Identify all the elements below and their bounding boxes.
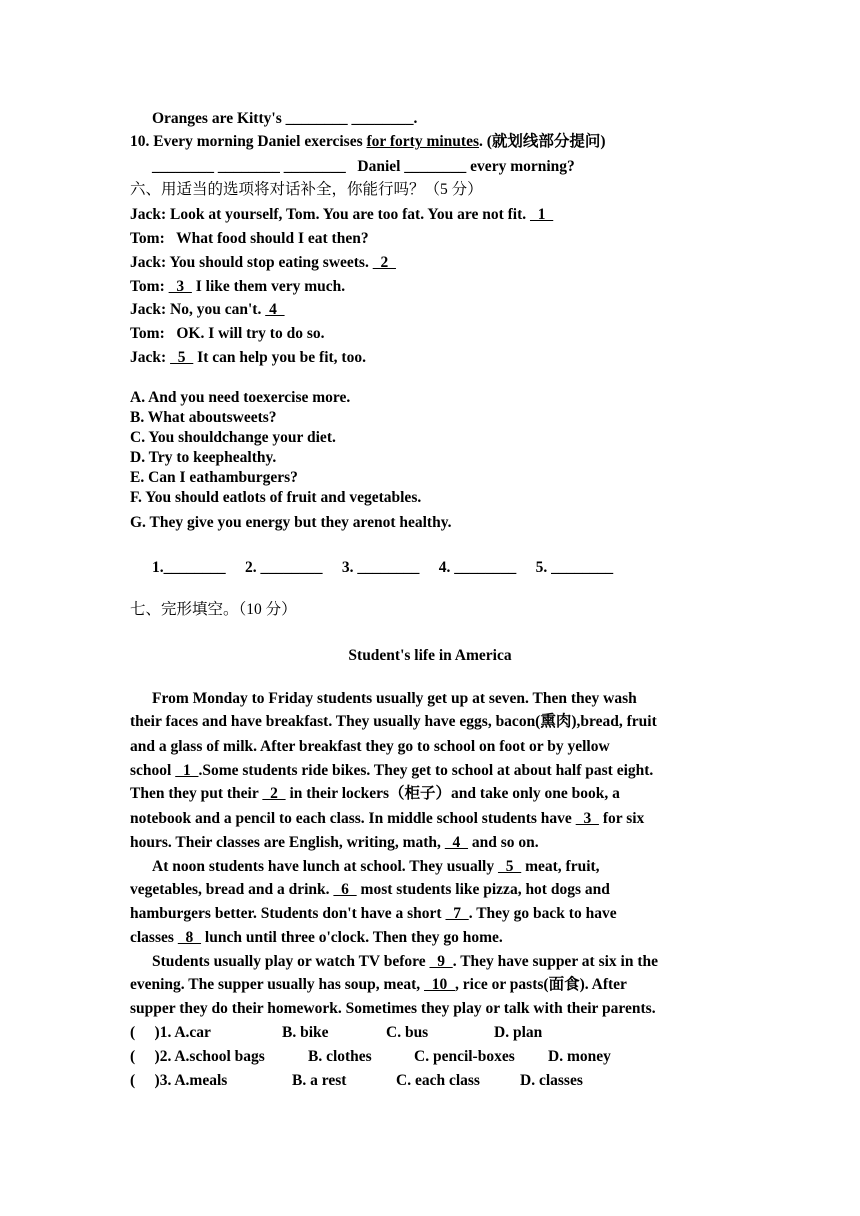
dialogue-text: Tom: OK. I will try to do so. bbox=[130, 325, 325, 342]
passage-text: lunch until three o'clock. Then they go home. bbox=[201, 929, 503, 946]
passage-text: , rice or pasts(面食). After bbox=[455, 976, 627, 993]
option-item: D. Try to keephealthy. bbox=[130, 449, 277, 466]
passage-line bbox=[152, 952, 658, 972]
passage-line bbox=[130, 784, 620, 804]
cloze-blank: 9 bbox=[429, 953, 453, 970]
option-item: C. You shouldchange your diet. bbox=[130, 429, 336, 446]
cloze-blank: 7 bbox=[445, 905, 469, 922]
dialogue-blank: 3 bbox=[168, 278, 192, 295]
cloze-blank: 5 bbox=[497, 858, 522, 875]
question-option: D. plan bbox=[494, 1024, 543, 1041]
dialogue-text-after: I like them very much. bbox=[191, 278, 346, 295]
passage-text: meat, fruit, bbox=[521, 858, 600, 875]
passage-text: their faces and have breakfast. They usually have eggs, bacon(熏肉),bread, fruit bbox=[130, 713, 657, 730]
question-option: D. classes bbox=[520, 1072, 583, 1089]
passage-text: . They have supper at six in the bbox=[452, 953, 659, 970]
cloze-blank: 6 bbox=[333, 881, 357, 898]
dialogue-line bbox=[130, 229, 369, 249]
option-item: F. You should eatlots of fruit and vegetables. bbox=[130, 489, 422, 506]
dialogue-line bbox=[130, 300, 285, 320]
dialogue-text: Tom: bbox=[130, 278, 169, 295]
passage-text: From Monday to Friday students usually get up at seven. Then they wash bbox=[152, 690, 637, 707]
question-option: C. each class bbox=[396, 1072, 480, 1089]
passage-text: vegetables, bread and a drink. bbox=[130, 881, 334, 898]
passage-line bbox=[130, 833, 539, 853]
question-option: B. bike bbox=[282, 1024, 329, 1041]
passage-text: and so on. bbox=[468, 834, 539, 851]
passage-text: most students like pizza, hot dogs and bbox=[356, 881, 610, 898]
dialogue-blank: 5 bbox=[170, 349, 194, 366]
passage-text: supper they do their homework. Sometimes they play or talk with their parents. bbox=[130, 1000, 656, 1017]
question-10 bbox=[130, 132, 606, 152]
dialogue-line bbox=[130, 324, 324, 344]
dialogue-blank: 4 bbox=[265, 301, 285, 318]
question-option: C. bus bbox=[386, 1024, 429, 1041]
dialogue-text: Jack: bbox=[130, 349, 171, 366]
dialogue-text: Jack: Look at yourself, Tom. You are too fat. You are not fit. bbox=[130, 206, 530, 223]
dialogue-blank: 2 bbox=[372, 254, 396, 271]
passage-text: Students usually play or watch TV before bbox=[152, 953, 430, 970]
question-number-option-a: ( )1. A.car bbox=[130, 1024, 211, 1041]
passage-line bbox=[152, 857, 600, 877]
dialogue-line bbox=[130, 253, 396, 273]
question-option: D. money bbox=[548, 1048, 611, 1065]
passage-text: and a glass of milk. After breakfast they go to school on foot or by yellow bbox=[130, 738, 610, 755]
passage-line bbox=[130, 712, 657, 732]
passage-text: .Some students ride bikes. They get to school at about half past eight. bbox=[198, 762, 654, 779]
cloze-blank: 3 bbox=[575, 810, 599, 827]
passage-text: evening. The supper usually has soup, meat, bbox=[130, 976, 425, 993]
passage-line bbox=[130, 928, 503, 948]
passage-line bbox=[130, 975, 627, 995]
option-item: B. What aboutsweets? bbox=[130, 409, 277, 426]
dialogue-text: Tom: What food should I eat then? bbox=[130, 230, 369, 247]
dialogue-text: Jack: No, you can't. bbox=[130, 301, 266, 318]
question-10-text: 10. Every morning Daniel exercises bbox=[130, 133, 367, 150]
passage-text: notebook and a pencil to each class. In middle school students have bbox=[130, 810, 576, 827]
cloze-blank: 4 bbox=[444, 834, 469, 851]
cloze-blank: 2 bbox=[262, 785, 286, 802]
passage-line bbox=[130, 904, 617, 924]
dialogue-line bbox=[130, 348, 366, 368]
passage-text: in their lockers（柜子）and take only one book, a bbox=[285, 785, 620, 802]
passage-line bbox=[130, 809, 644, 829]
passage-line bbox=[130, 999, 656, 1019]
dialogue-text-after: It can help you be fit, too. bbox=[193, 349, 366, 366]
section-7-heading: 七、完形填空。（10 分） bbox=[130, 601, 297, 618]
passage-text: classes bbox=[130, 929, 178, 946]
question-9-answer-line: Oranges are Kitty's ________ ________. bbox=[152, 110, 418, 127]
section-6-heading: 六、用适当的选项将对话补全，你能行吗？（5 分） bbox=[130, 181, 483, 198]
passage-line bbox=[130, 737, 610, 757]
passage-text: hours. Their classes are English, writing, math, bbox=[130, 834, 445, 851]
question-10-answer-line: ________ ________ ________ Daniel ________ every morning? bbox=[152, 158, 575, 175]
answer-blanks: 1.________ 2. ________ 3. ________ 4. ________ 5. ________ bbox=[152, 559, 614, 576]
question-number-option-a: ( )3. A.meals bbox=[130, 1072, 228, 1089]
question-10-underlined: for forty minutes bbox=[366, 133, 479, 150]
option-item: A. And you need toexercise more. bbox=[130, 389, 351, 406]
question-option: C. pencil-boxes bbox=[414, 1048, 515, 1065]
dialogue-text: Jack: You should stop eating sweets. bbox=[130, 254, 373, 271]
cloze-blank: 8 bbox=[177, 929, 202, 946]
passage-text: school bbox=[130, 762, 176, 779]
cloze-blank: 10 bbox=[424, 976, 456, 993]
passage-text: . They go back to have bbox=[468, 905, 617, 922]
passage-text: Then they put their bbox=[130, 785, 263, 802]
passage-title: Student's life in America bbox=[348, 647, 512, 664]
question-number-option-a: ( )2. A.school bags bbox=[130, 1048, 265, 1065]
option-item: E. Can I eathamburgers? bbox=[130, 469, 298, 486]
question-10-instruction: . (就划线部分提问) bbox=[478, 133, 606, 150]
dialogue-line bbox=[130, 205, 553, 225]
question-option: B. a rest bbox=[292, 1072, 347, 1089]
cloze-blank: 1 bbox=[175, 762, 199, 779]
dialogue-blank: 1 bbox=[529, 206, 554, 223]
passage-text: hamburgers better. Students don't have a short bbox=[130, 905, 446, 922]
passage-text: for six bbox=[598, 810, 645, 827]
option-item: G. They give you energy but they arenot healthy. bbox=[130, 514, 452, 531]
dialogue-line bbox=[130, 277, 345, 297]
passage-line bbox=[130, 761, 653, 781]
passage-line bbox=[152, 689, 637, 709]
passage-line bbox=[130, 880, 610, 900]
question-option: B. clothes bbox=[308, 1048, 372, 1065]
passage-text: At noon students have lunch at school. They usually bbox=[152, 858, 498, 875]
